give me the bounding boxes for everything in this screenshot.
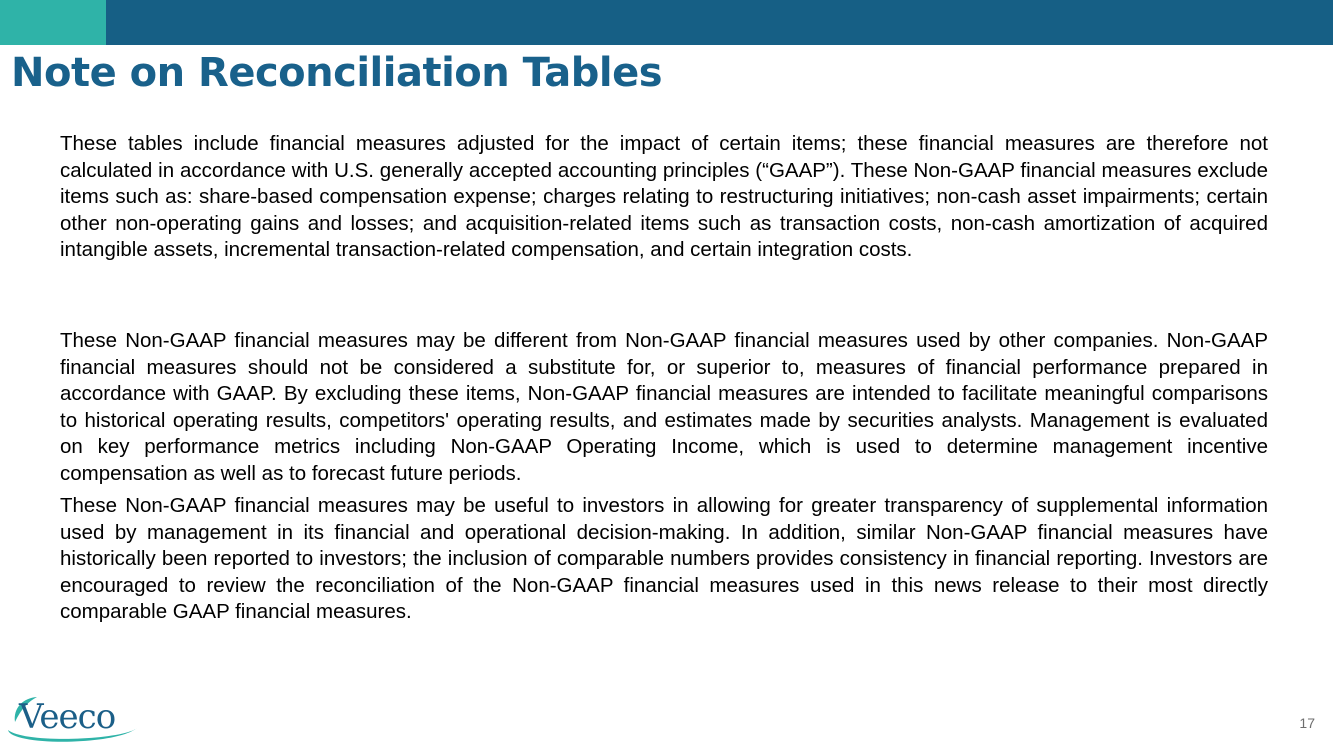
slide-title: Note on Reconciliation Tables [11, 50, 663, 96]
paragraph-gaap-measures: These tables include financial measures adjusted for the impact of certain items; these financial measures are therefore not calculated in accordance with U.S. generally accepted accounting principles (“GAAP”). These Non-GAAP financial measures exclude items such as: share-based compensation expense; charges relating to restructuring initiatives; non-cash asset impairments; certain other non-operating gains and losses; and acquisition-related items such as transaction costs, non-cash amortization of acquired intangible assets, incremental transaction-related compensation, and certain integration costs. [60, 132, 1268, 262]
paragraph-investor-usefulness: These Non-GAAP financial measures may be useful to investors in allowing for greater transparency of supplemental information used by management in its financial and operational decision-making. In addition, similar Non-GAAP financial measures have historically been reported to investors; the inclusion of comparable numbers provides consistency in financial reporting. Investors are encouraged to review the reconciliation of the Non-GAAP financial measures used in this news release to their most directly comparable GAAP financial measures. [60, 494, 1268, 624]
paragraph-comparability: These Non-GAAP financial measures may be different from Non-GAAP financial measures used by other companies. Non-GAAP financial measures should not be considered a substitute for, or superior to, measures of financial performance prepared in accordance with GAAP. By excluding these items, Non-GAAP financial measures are intended to facilitate meaningful comparisons to historical operating results, competitors' operating results, and estimates made by securities analysts. Management is evaluated on key performance metrics including Non-GAAP Operating Income, which is used to determine management incentive compensation as well as to forecast future periods. [60, 329, 1268, 485]
veeco-logo [5, 692, 147, 746]
svg-text:Veeco: Veeco [19, 697, 116, 737]
page-number: 17 [1299, 715, 1315, 731]
header-bar [0, 0, 1333, 45]
header-accent-block [0, 0, 106, 45]
